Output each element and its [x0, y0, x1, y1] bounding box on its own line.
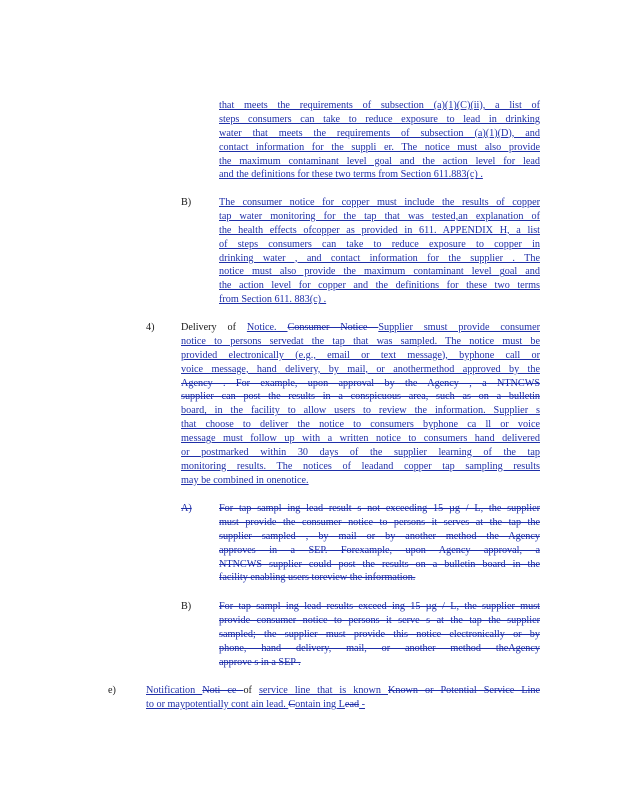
deleted-text: Noti ce [202, 685, 244, 696]
deleted-text: facility enabling users toreview the information. [219, 572, 416, 584]
inserted-text: provided electronically (e.g., email or text message), byphone call or [181, 349, 540, 361]
original-text: of [243, 685, 259, 696]
text-line [219, 544, 540, 558]
text-line [219, 656, 540, 670]
inserted-text: that meets the requirements of subsection (a)(1)(C)(ii), a list of [219, 100, 540, 111]
text-line [219, 558, 540, 572]
text-line [219, 530, 540, 544]
deleted-text: For tap sampl ing lead results exceed ing 15 µg / L, the supplier must [219, 601, 540, 612]
item-a-paragraph [219, 502, 540, 585]
inserted-text: service line that is known [258, 685, 388, 696]
inserted-text: notice must also provide the maximum contaminant level goal and [219, 266, 540, 278]
inserted-text: Notification [146, 685, 203, 696]
deleted-text: must provide the consumer notice to persons it serves at the tap the [219, 516, 540, 528]
text-line [219, 279, 540, 293]
item-b2-paragraph [219, 600, 540, 669]
inserted-text: - [359, 698, 366, 710]
deleted-text: For tap sampl ing lead result s not exceeding 15 µg / L, the supplier [219, 503, 540, 514]
inserted-text: monitoring results. The notices of leadand copper tap sampling results [181, 460, 540, 472]
item-e-label: e) [108, 685, 116, 696]
text-line [219, 502, 540, 516]
text-line [181, 474, 540, 488]
inserted-text: that choose to deliver the notice to consumers byphone ca ll or voice [181, 419, 540, 431]
item-e-paragraph [146, 684, 540, 712]
deleted-text: Agency . For example, upon approval by the Agency , a NTNCWS [181, 377, 540, 389]
deleted-text: approves in a SEP. Forexample, upon Agency approval, a [219, 544, 540, 556]
inserted-text: the health effects ofcopper as provided in 611. APPENDIX H, a list [219, 224, 540, 236]
inserted-text: board, in the facility to allow users to review the information. Supplier s [181, 405, 540, 417]
inserted-text: ontain ing L [295, 698, 345, 710]
inserted-text: may be combined in onenotice. [181, 474, 309, 486]
text-line [219, 196, 540, 210]
text-line [181, 460, 540, 474]
text-line [146, 698, 540, 712]
item-b1-label: B) [181, 197, 192, 208]
inserted-text: the maximum contaminant level goal and the action level for lead [219, 155, 540, 167]
text-line [181, 404, 540, 418]
text-line [219, 168, 540, 182]
inserted-text: of steps consumers can take to reduce exposure to copper in [219, 238, 540, 250]
inserted-text: Supplier smust provide consumer [378, 322, 540, 333]
deleted-text: ead [344, 698, 360, 710]
deleted-text: C [288, 698, 296, 710]
text-line [219, 628, 540, 642]
text-line [219, 113, 540, 127]
text-line [219, 99, 540, 113]
text-line [219, 252, 540, 266]
text-line [219, 293, 540, 307]
text-line [219, 614, 540, 628]
text-line [181, 321, 540, 335]
inserted-text: drinking water , and contact information for the supplier . The [219, 252, 540, 264]
inserted-text: steps consumers can take to reduce exposure to lead in drinking [219, 113, 540, 125]
inserted-text: tap water monitoring for the tap that was tested,an explanation of [219, 210, 540, 222]
inserted-text: contact information for the suppli er. The notice must also provide [219, 141, 540, 153]
text-line [219, 127, 540, 141]
text-line [219, 516, 540, 530]
inserted-text: water that meets the requirements of subsection (a)(1)(D), and [219, 127, 540, 139]
deleted-text: sampled; the supplier must provide this notice electronically or by [219, 628, 540, 640]
text-line [219, 155, 540, 169]
inserted-text: and the definitions for these two terms from Section 611.883(c) . [219, 169, 483, 181]
inserted-text: The consumer notice for copper must include the results of copper [219, 197, 540, 208]
text-line [181, 418, 540, 432]
item-4-paragraph [181, 321, 540, 488]
deleted-text: phone, hand delivery, mail, or another method theAgency [219, 642, 540, 654]
text-line [219, 210, 540, 224]
text-line [181, 377, 540, 391]
text-line [219, 642, 540, 656]
deleted-text: NTNCWS supplier could post the results on a bulletin board in the [219, 558, 540, 570]
item-b1-paragraph [219, 196, 540, 307]
continuation-paragraph [219, 99, 540, 182]
deleted-text: Known or Potential Service Line [388, 685, 540, 696]
deleted-text: provide consumer notice to persons it serve s at the tap the supplier [219, 614, 540, 626]
text-line [219, 238, 540, 252]
original-text: Delivery of [181, 322, 247, 333]
text-line [219, 141, 540, 155]
inserted-text: to or maypotentially cont ain lead. [146, 698, 289, 710]
item-b2-label: B) [181, 601, 192, 612]
inserted-text: voice message, hand delivery, by mail, or anothermethod approved by the [181, 363, 540, 375]
text-line [181, 363, 540, 377]
deleted-text: supplier can post the results in a conspicuous area, such as on a bulletin [181, 391, 540, 403]
inserted-text: notice to persons servedat the tap that was sampled. The notice must be [181, 335, 540, 347]
inserted-text: or postmarked within 30 days of the supplier learning of the tap [181, 447, 540, 459]
text-line [181, 335, 540, 349]
text-line [219, 600, 540, 614]
item-4-label: 4) [146, 322, 155, 333]
text-line [219, 571, 540, 585]
text-line [219, 265, 540, 279]
inserted-text: message must follow up with a written notice to consumers hand delivered [181, 433, 540, 445]
item-a-label: A) [181, 503, 192, 514]
text-line [181, 390, 540, 404]
text-line [181, 349, 540, 363]
inserted-text: the action level for copper and the definitions for these two terms [219, 280, 540, 292]
inserted-text: Notice. [246, 322, 288, 333]
text-line [146, 684, 540, 698]
text-line [219, 224, 540, 238]
text-line [181, 432, 540, 446]
deleted-text: approve s in a SEP . [219, 656, 301, 668]
text-line [181, 446, 540, 460]
inserted-text: from Section 611. 883(c) . [219, 294, 327, 306]
deleted-text: Consumer Notice [287, 322, 379, 333]
deleted-text: supplier sampled , by mail or by another method the Agency [219, 530, 540, 542]
